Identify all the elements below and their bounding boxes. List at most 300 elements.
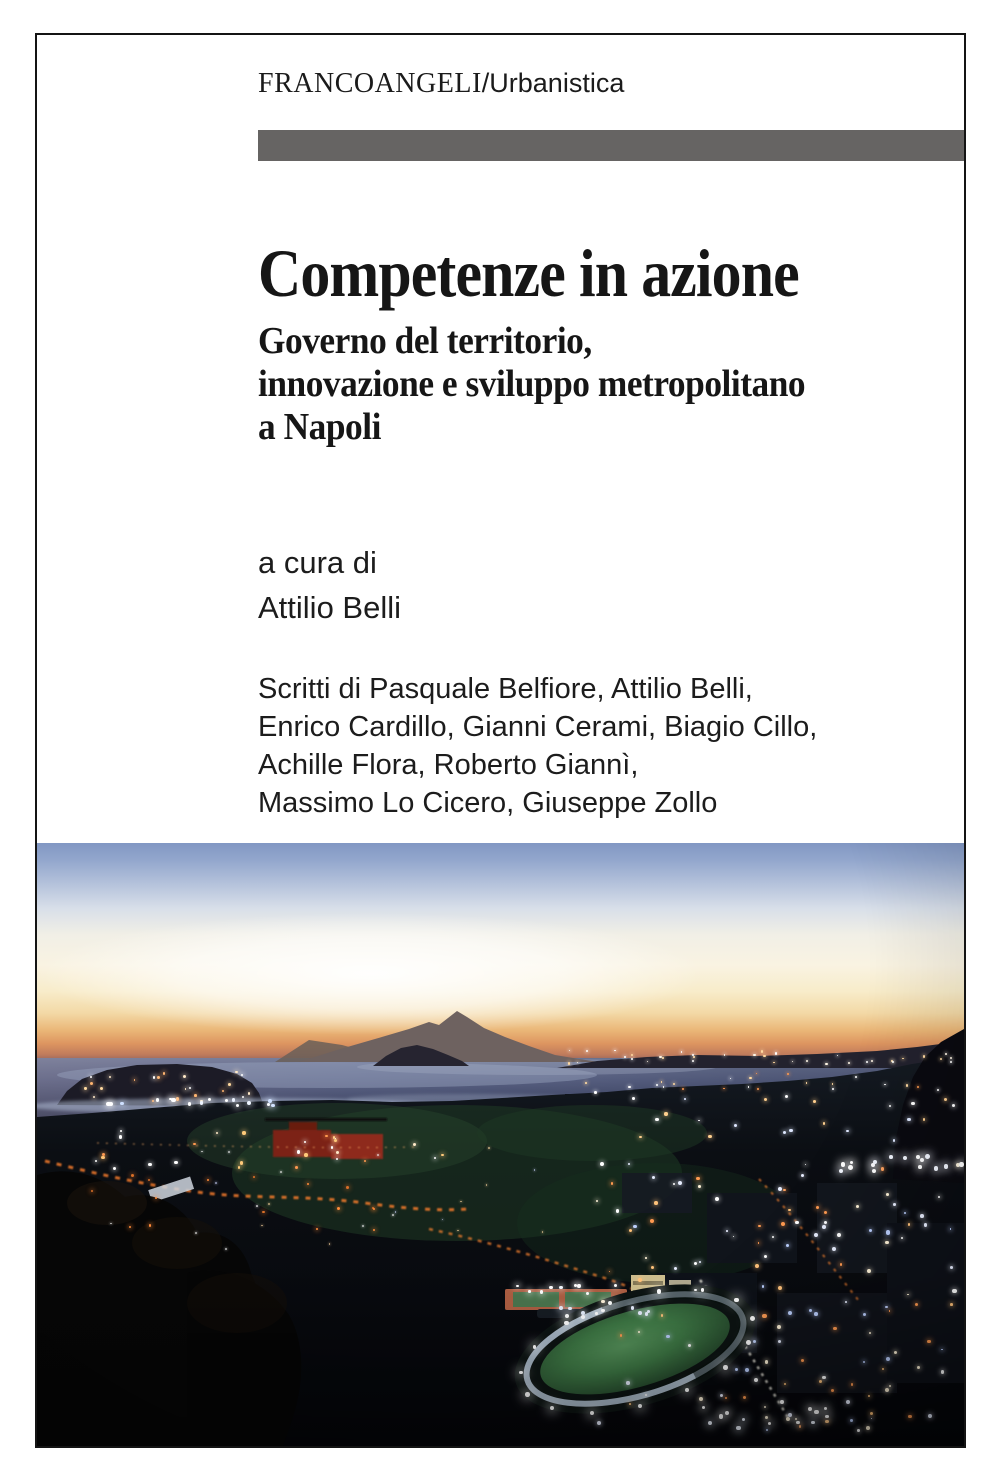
light-dot	[764, 1255, 767, 1258]
light-dot	[937, 1089, 939, 1091]
light-dot	[857, 1429, 860, 1432]
light-dot	[846, 1400, 850, 1404]
light-dot	[785, 1095, 788, 1098]
light-dot	[908, 1223, 911, 1226]
light-dot	[662, 1057, 664, 1059]
light-dot	[840, 1263, 842, 1265]
light-dot	[629, 1229, 633, 1233]
light-dot	[91, 1190, 93, 1192]
light-dot	[174, 1161, 177, 1164]
light-dot	[222, 1090, 224, 1092]
light-dot	[764, 1406, 767, 1409]
light-dot	[201, 1151, 203, 1153]
light-dot	[772, 1236, 774, 1238]
light-dot	[848, 1062, 851, 1065]
light-dot	[666, 1335, 669, 1338]
light-dot	[762, 1285, 765, 1288]
light-dot	[925, 1154, 930, 1159]
light-dot	[534, 1169, 536, 1171]
editor-prefix: a cura di	[258, 545, 377, 580]
light-dot	[647, 1061, 649, 1063]
light-dot	[609, 1271, 611, 1273]
light-dot	[726, 1230, 728, 1232]
light-dot	[516, 1285, 519, 1288]
light-dot	[952, 1104, 955, 1107]
light-dot	[149, 1224, 152, 1227]
light-dot	[814, 1410, 819, 1415]
contributors-line: Massimo Lo Cicero, Giuseppe Zollo	[258, 787, 718, 819]
light-dot	[783, 1131, 787, 1135]
light-dot	[620, 1334, 623, 1337]
light-dot	[824, 1407, 827, 1410]
light-dot	[280, 1171, 282, 1173]
light-dot	[850, 1161, 853, 1164]
light-dot	[871, 1418, 873, 1420]
light-dot	[950, 1061, 952, 1063]
light-dot	[708, 1421, 712, 1425]
light-dot	[719, 1414, 723, 1418]
light-dot	[799, 1425, 802, 1428]
light-dot	[696, 1177, 700, 1181]
light-dot	[629, 1403, 631, 1405]
light-dot	[889, 1105, 891, 1107]
light-dot	[824, 1221, 827, 1224]
contributors-block	[258, 670, 817, 822]
light-dot	[885, 1306, 888, 1309]
light-dot	[825, 1420, 829, 1424]
light-dot	[661, 1314, 664, 1317]
city-lights-layer	[37, 843, 964, 1446]
light-dot	[724, 1054, 726, 1056]
light-dot	[185, 1088, 187, 1090]
light-dot	[869, 1332, 871, 1334]
light-dot	[225, 1248, 227, 1250]
light-dot	[684, 1098, 686, 1100]
light-dot	[787, 1073, 789, 1075]
light-dot	[915, 1303, 919, 1307]
light-dot	[783, 1189, 785, 1191]
light-dot	[131, 1174, 134, 1177]
light-dot	[377, 1154, 379, 1156]
light-dot	[734, 1124, 737, 1127]
editor-name: Attilio Belli	[258, 590, 401, 625]
light-dot	[692, 1054, 694, 1056]
light-dot	[839, 1169, 843, 1173]
light-dot	[336, 1151, 339, 1154]
light-dot	[163, 1072, 166, 1075]
light-dot	[749, 1077, 751, 1079]
light-dot	[694, 1289, 697, 1292]
light-dot	[633, 1225, 637, 1229]
light-dot	[720, 1394, 723, 1397]
light-dot	[846, 1130, 849, 1133]
light-dot	[262, 1211, 265, 1214]
light-dot	[907, 1294, 909, 1296]
light-dot	[837, 1055, 839, 1057]
contributors-line: Scritti di Pasquale Belfiore, Attilio Belli,	[258, 673, 753, 705]
light-dot	[434, 1157, 436, 1159]
light-dot	[189, 1087, 191, 1089]
light-dot	[304, 1153, 308, 1157]
light-dot	[917, 1086, 919, 1088]
light-dot	[238, 1166, 240, 1168]
light-dot	[906, 1084, 908, 1086]
light-dot	[215, 1182, 217, 1184]
book-cover-page	[35, 33, 966, 1448]
light-dot	[148, 1179, 150, 1181]
light-dot	[763, 1055, 766, 1058]
light-dot	[768, 1422, 771, 1425]
light-dot	[735, 1368, 738, 1371]
light-dot	[119, 1135, 122, 1138]
light-dot	[959, 1162, 964, 1167]
light-dot	[577, 1062, 579, 1064]
light-dot	[581, 1315, 585, 1319]
light-dot	[688, 1344, 691, 1347]
book-title: Competenze in azione	[258, 235, 799, 311]
light-dot	[601, 1300, 605, 1304]
light-dot	[194, 1094, 197, 1097]
light-dot	[334, 1139, 337, 1142]
light-dot	[638, 1278, 642, 1282]
light-dot	[101, 1156, 104, 1159]
light-dot	[778, 1187, 782, 1191]
light-dot	[486, 1184, 488, 1186]
light-dot	[247, 1101, 251, 1105]
light-dot	[628, 1163, 631, 1166]
light-dot	[920, 1158, 925, 1163]
light-dot	[90, 1076, 92, 1078]
light-dot	[808, 1407, 812, 1411]
light-dot	[755, 1264, 759, 1268]
light-dot	[938, 1196, 940, 1198]
light-dot	[694, 1262, 697, 1265]
contributors-line: Achille Flora, Roberto Giannì,	[258, 749, 639, 781]
light-dot	[329, 1243, 331, 1245]
light-dot	[814, 1233, 818, 1237]
light-dot	[373, 1208, 375, 1210]
light-dot	[907, 1118, 910, 1121]
light-dot	[242, 1096, 244, 1098]
light-dot	[833, 1327, 837, 1331]
light-dot	[155, 1197, 157, 1199]
light-dot	[655, 1118, 659, 1122]
light-dot	[762, 1314, 766, 1318]
light-dot	[801, 1359, 804, 1362]
light-dot	[316, 1228, 318, 1230]
light-dot	[723, 1088, 725, 1090]
light-dot	[241, 1074, 243, 1076]
light-dot	[904, 1212, 906, 1214]
series-gray-bar	[258, 130, 964, 161]
light-dot	[395, 1211, 397, 1213]
light-dot	[795, 1418, 798, 1421]
light-dot	[950, 1303, 953, 1306]
light-dot	[528, 1290, 531, 1293]
light-dot	[825, 1415, 828, 1418]
light-dot	[934, 1166, 938, 1170]
light-dot	[253, 1176, 255, 1178]
light-dot	[832, 1088, 834, 1090]
light-dot	[678, 1181, 682, 1185]
light-dot	[559, 1306, 563, 1310]
light-dot	[801, 1174, 804, 1177]
light-dot	[631, 1306, 634, 1309]
light-dot	[736, 1426, 741, 1431]
light-dot	[856, 1205, 859, 1208]
light-dot	[110, 1223, 111, 1224]
light-dot	[754, 1378, 758, 1382]
light-dot	[832, 1083, 834, 1085]
light-dot	[638, 1404, 642, 1408]
light-dot	[889, 1385, 891, 1387]
light-dot	[645, 1312, 649, 1316]
light-dot	[656, 1084, 658, 1086]
light-dot	[590, 1411, 594, 1415]
light-dot	[775, 1052, 777, 1054]
light-dot	[639, 1136, 642, 1139]
light-dot	[796, 1421, 800, 1425]
light-dot	[730, 1078, 731, 1079]
light-dot	[256, 1205, 258, 1207]
light-dot	[624, 1056, 626, 1058]
light-dot	[628, 1086, 630, 1088]
light-dot	[232, 1098, 236, 1102]
light-dot	[559, 1286, 563, 1290]
light-dot	[600, 1162, 604, 1166]
light-dot	[692, 1060, 694, 1062]
light-dot	[457, 1230, 459, 1232]
light-dot	[240, 1161, 243, 1164]
light-dot	[885, 1388, 889, 1392]
light-dot	[594, 1091, 597, 1094]
light-dot	[941, 1349, 943, 1351]
subtitle-line: Governo del territorio,	[258, 320, 592, 362]
light-dot	[568, 1307, 572, 1311]
light-dot	[645, 1394, 647, 1396]
light-dot	[866, 1061, 868, 1063]
light-dot	[868, 1395, 871, 1398]
light-dot	[271, 1104, 275, 1108]
light-dot	[336, 1158, 338, 1160]
light-dot	[638, 1331, 640, 1333]
light-dot	[90, 1082, 93, 1085]
light-dot	[235, 1071, 238, 1074]
light-dot	[331, 1146, 333, 1148]
light-dot	[806, 1060, 809, 1063]
light-dot	[756, 1073, 758, 1075]
light-dot	[652, 1176, 656, 1180]
cover-photo-naples-bay	[37, 843, 964, 1446]
light-dot	[911, 1102, 914, 1105]
light-dot	[682, 1088, 684, 1090]
light-dot	[488, 1147, 490, 1149]
light-dot	[109, 1102, 113, 1106]
light-dot	[850, 1419, 853, 1422]
light-dot	[195, 1232, 197, 1234]
light-dot	[715, 1197, 719, 1201]
light-dot	[674, 1267, 678, 1271]
light-dot	[886, 1193, 889, 1196]
light-dot	[540, 1290, 544, 1294]
light-dot	[596, 1200, 598, 1202]
light-dot	[886, 1357, 890, 1361]
light-dot	[708, 1135, 711, 1138]
light-dot	[673, 1083, 675, 1085]
light-dot	[848, 1165, 853, 1170]
light-dot	[750, 1316, 755, 1321]
light-dot	[337, 1207, 340, 1210]
light-dot	[193, 1143, 196, 1146]
light-dot	[778, 1286, 782, 1290]
light-dot	[441, 1154, 444, 1157]
light-dot	[902, 1058, 904, 1060]
light-dot	[725, 1411, 729, 1415]
light-dot	[786, 1244, 790, 1248]
light-dot	[442, 1219, 443, 1220]
light-dot	[113, 1167, 116, 1170]
light-dot	[882, 1368, 884, 1370]
light-dot	[809, 1309, 812, 1312]
light-dot	[855, 1076, 858, 1079]
light-dot	[758, 1225, 760, 1227]
light-dot	[822, 1225, 826, 1229]
light-dot	[109, 1076, 111, 1078]
light-dot	[789, 1129, 793, 1133]
light-dot	[519, 1371, 523, 1375]
light-dot	[188, 1102, 191, 1105]
light-dot	[460, 1201, 461, 1202]
light-dot	[866, 1426, 870, 1430]
light-dot	[893, 1203, 896, 1206]
light-dot	[248, 1092, 251, 1095]
light-dot	[873, 1160, 877, 1164]
light-dot	[786, 1417, 790, 1421]
light-dot	[156, 1098, 159, 1101]
light-dot	[364, 1160, 366, 1162]
light-dot	[765, 1416, 768, 1419]
light-dot	[626, 1381, 629, 1384]
light-dot	[870, 1412, 873, 1415]
light-dot	[542, 1231, 544, 1233]
light-dot	[746, 1340, 751, 1345]
book-subtitle	[258, 320, 805, 449]
light-dot	[743, 1396, 746, 1399]
light-dot	[654, 1201, 658, 1205]
light-dot	[816, 1206, 819, 1209]
light-dot	[773, 1062, 775, 1064]
light-dot	[920, 1214, 924, 1218]
light-dot	[918, 1165, 922, 1169]
light-dot	[171, 1098, 175, 1102]
light-dot	[781, 1222, 785, 1226]
light-dot	[631, 1054, 634, 1057]
light-dot	[693, 1056, 695, 1058]
light-dot	[889, 1155, 893, 1159]
light-dot	[725, 1397, 727, 1399]
light-dot	[581, 1311, 585, 1315]
light-dot	[533, 1345, 536, 1348]
light-dot	[176, 1097, 180, 1101]
light-dot	[661, 1081, 663, 1083]
light-dot	[699, 1261, 701, 1263]
light-dot	[869, 1229, 872, 1232]
light-dot	[813, 1100, 816, 1103]
light-dot	[765, 1360, 769, 1364]
light-dot	[681, 1051, 682, 1052]
light-dot	[134, 1079, 136, 1081]
light-dot	[927, 1340, 930, 1343]
light-dot	[950, 1057, 952, 1059]
light-dot	[924, 1223, 928, 1227]
light-dot	[611, 1182, 613, 1184]
series-name: /Urbanistica	[481, 68, 625, 98]
light-dot	[805, 1164, 807, 1166]
light-dot	[152, 1100, 154, 1102]
light-dot	[95, 1160, 97, 1162]
light-dot	[392, 1214, 394, 1216]
light-dot	[268, 1203, 270, 1205]
light-dot	[788, 1413, 792, 1417]
light-dot	[120, 1102, 123, 1105]
light-dot	[863, 1361, 866, 1364]
light-dot	[806, 1082, 808, 1084]
light-dot	[297, 1150, 300, 1153]
light-dot	[766, 1429, 768, 1431]
light-dot	[742, 1418, 746, 1422]
light-dot	[788, 1311, 792, 1315]
light-dot	[307, 1183, 309, 1185]
light-dot	[893, 1139, 896, 1142]
light-dot	[129, 1226, 132, 1229]
light-dot	[325, 1135, 328, 1138]
light-dot	[892, 1061, 894, 1063]
publisher-name: FRANCOANGELI	[258, 68, 482, 99]
light-dot	[200, 1101, 204, 1105]
light-dot	[595, 1312, 598, 1315]
light-dot	[698, 1120, 700, 1122]
light-dot	[940, 1058, 942, 1060]
light-dot	[837, 1233, 841, 1237]
light-dot	[100, 1087, 103, 1090]
light-dot	[780, 1400, 784, 1404]
light-dot	[872, 1169, 876, 1173]
light-dot	[295, 1166, 298, 1169]
light-dot	[608, 1301, 612, 1305]
light-dot	[814, 1312, 818, 1316]
light-dot	[228, 1151, 230, 1153]
light-dot	[549, 1286, 553, 1290]
light-dot	[761, 1050, 763, 1052]
light-dot	[923, 1055, 925, 1057]
light-dot	[871, 1060, 873, 1062]
light-dot	[586, 1050, 588, 1052]
light-dot	[631, 1058, 633, 1060]
light-dot	[788, 1209, 791, 1212]
light-dot	[832, 1247, 836, 1251]
light-dot	[597, 1421, 601, 1425]
light-dot	[84, 1087, 86, 1089]
light-dot	[748, 1086, 749, 1087]
light-dot	[944, 1164, 949, 1169]
light-dot	[577, 1284, 580, 1287]
light-dot	[792, 1061, 794, 1063]
light-dot	[664, 1112, 667, 1115]
light-dot	[650, 1219, 654, 1223]
light-dot	[651, 1266, 654, 1269]
light-dot	[225, 1099, 228, 1102]
light-dot	[923, 1118, 926, 1121]
